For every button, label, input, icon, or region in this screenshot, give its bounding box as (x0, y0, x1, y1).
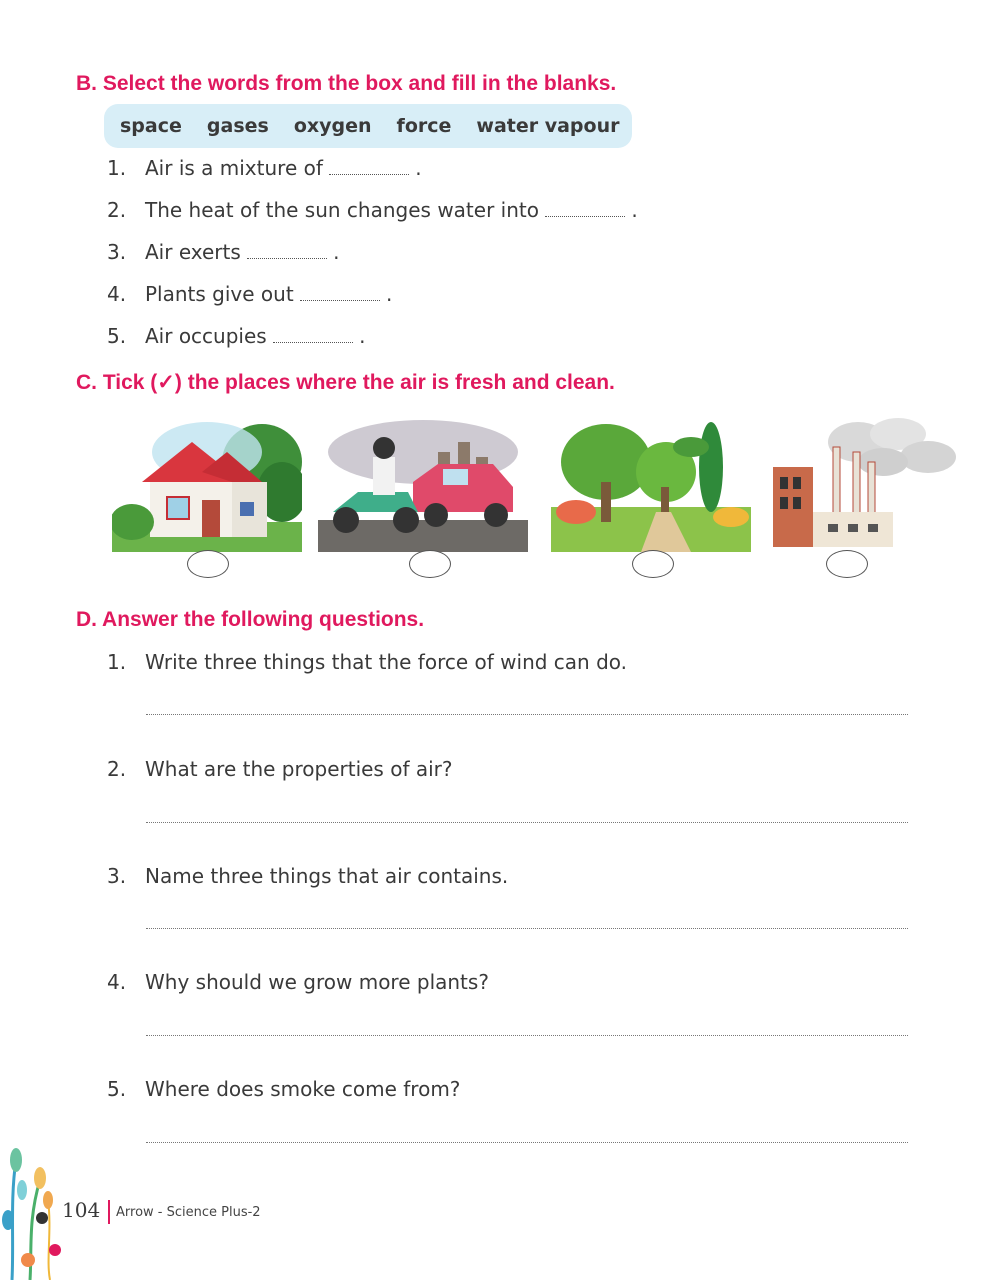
house-picture (112, 412, 302, 552)
tick-box-factory[interactable] (826, 550, 868, 578)
blank-input[interactable] (545, 202, 625, 217)
word-force: force (396, 115, 452, 137)
blank-input[interactable] (329, 160, 409, 175)
blank-input[interactable] (273, 328, 353, 343)
blank-input[interactable] (300, 286, 380, 301)
factory-picture (768, 412, 963, 552)
word-space: space (120, 115, 182, 137)
word-box (104, 104, 632, 148)
blank-input[interactable] (247, 244, 327, 259)
section-b-title: B. Select the words from the box and fill in the blanks. (76, 72, 617, 95)
answer-line[interactable] (146, 1035, 908, 1036)
word-gases: gases (206, 115, 269, 137)
answer-line[interactable] (146, 928, 908, 929)
tick-box-house[interactable] (187, 550, 229, 578)
fill-blank-question: 5. Air occupies . (107, 324, 366, 348)
tick-box-traffic[interactable] (409, 550, 451, 578)
question-item: 5. Where does smoke come from? (107, 1077, 461, 1101)
tick-box-garden[interactable] (632, 550, 674, 578)
question-item: 3. Name three things that air contains. (107, 864, 509, 888)
question-item: 2. What are the properties of air? (107, 757, 453, 781)
fill-blank-question: 4. Plants give out . (107, 282, 393, 306)
answer-line[interactable] (146, 822, 908, 823)
traffic-picture (318, 412, 528, 552)
fill-blank-question: 3. Air exerts . (107, 240, 340, 264)
fill-blank-question: 1. Air is a mixture of . (107, 156, 422, 180)
page-number: 104 (62, 1198, 101, 1222)
footer-divider (108, 1200, 110, 1224)
word-water-vapour: water vapour (476, 115, 620, 137)
word-oxygen: oxygen (293, 115, 372, 137)
question-item: 1. Write three things that the force of wind can do. (107, 650, 628, 674)
section-c-title: C. Tick (✓) the places where the air is fresh and clean. (76, 371, 615, 394)
section-d-title: D. Answer the following questions. (76, 608, 425, 631)
answer-line[interactable] (146, 1142, 908, 1143)
fill-blank-question: 2. The heat of the sun changes water into . (107, 198, 638, 222)
question-item: 4. Why should we grow more plants? (107, 970, 489, 994)
garden-picture (551, 412, 751, 552)
answer-line[interactable] (146, 714, 908, 715)
flower-decoration-icon (0, 1100, 75, 1280)
book-title: Arrow - Science Plus-2 (116, 1205, 261, 1220)
